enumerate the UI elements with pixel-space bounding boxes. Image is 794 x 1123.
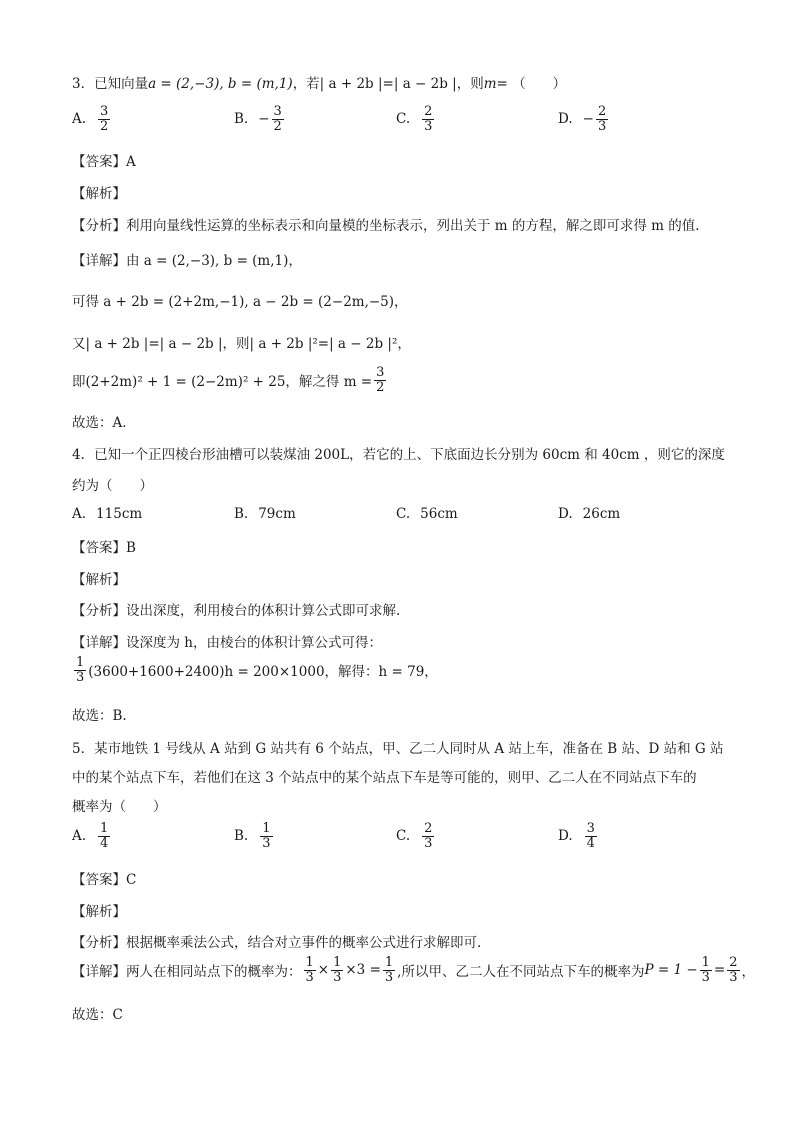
- fenxi-tag: 【分析】: [72, 603, 126, 619]
- detail-tag: 【详解】: [72, 635, 126, 651]
- option-fraction: [596, 105, 608, 133]
- detail-tag: 【详解】: [72, 253, 126, 269]
- numerator: 1: [100, 821, 109, 836]
- option-fraction: [422, 822, 434, 850]
- answer-tag: 【答案】: [72, 154, 126, 170]
- q3-stem: [72, 72, 566, 92]
- numerator: 1: [305, 955, 314, 970]
- denominator: 3: [701, 969, 710, 985]
- fenxi-text: 设出深度，利用棱台的体积计算公式即可求解.: [126, 603, 401, 619]
- denominator: 2: [100, 118, 109, 134]
- denominator: 3: [424, 118, 433, 134]
- q5-stem-text: 中的某个站点下车，若他们在这 3 个站点中的某个站点下车是等可能的，则甲、乙二人在不同站点下车的: [72, 770, 697, 786]
- numerator: 3: [376, 365, 385, 380]
- option-label: C.: [396, 506, 411, 522]
- q4-option-b: [234, 506, 296, 522]
- denominator: 4: [586, 835, 595, 851]
- option-label: A.: [72, 506, 87, 522]
- detail-text: ，: [741, 964, 756, 981]
- conclusion-text: 故选：C: [72, 1007, 123, 1023]
- detail-fraction: [727, 956, 739, 984]
- detail-text: 两人在相同站点下的概率为：: [126, 964, 302, 981]
- q4-detail-2: [72, 656, 438, 684]
- q5-answer: [72, 868, 136, 888]
- q3-stem-pre: 3．已知向量: [72, 76, 149, 92]
- q4-fenxi: [72, 599, 400, 619]
- denominator: 3: [76, 669, 85, 685]
- option-sign: −: [258, 111, 270, 128]
- q5-detail: [72, 956, 755, 984]
- q5-stem-text: 5．某市地铁 1 号线从 A 站到 G 站共有 6 个站点，甲、乙二人同时从 A 站上车，准备在 B 站、D 站和 G 站: [72, 741, 724, 757]
- q5-stem-2: [72, 766, 697, 786]
- conclusion-text: 故选：A.: [72, 415, 127, 431]
- numerator: 2: [424, 821, 433, 836]
- denominator: 3: [597, 118, 607, 134]
- detail-text: 由 a = (2,−3), b = (m,1)，: [126, 253, 302, 269]
- numerator: 1: [333, 955, 342, 970]
- detail-operator: ×: [317, 962, 330, 979]
- option-text: 56cm: [420, 506, 458, 522]
- numerator: 2: [729, 955, 738, 970]
- q4-analysis-heading: [72, 568, 126, 588]
- detail-fraction: [304, 956, 316, 984]
- q3-detail-1: [72, 249, 302, 269]
- numerator: 1: [701, 955, 710, 970]
- q3-stem-condition: ，若| a + 2b |=| a − 2b |，则: [292, 76, 484, 92]
- detail-operator: =: [713, 962, 726, 979]
- answer-tag: 【答案】: [72, 540, 126, 556]
- q3-stem-vectors: a = (2,−3), b = (m,1): [148, 76, 293, 92]
- detail-fraction: [700, 956, 712, 984]
- fenxi-text: 根据概率乘法公式，结合对立事件的概率公式进行求解即可.: [126, 935, 482, 951]
- q4-stem-text: 约为（ ）: [72, 478, 153, 494]
- denominator: 2: [376, 379, 385, 395]
- option-fraction: [98, 105, 110, 133]
- option-label: D.: [558, 111, 573, 128]
- q5-option-a: [72, 822, 112, 850]
- q3-stem-end: = （ ）: [496, 76, 567, 92]
- option-text: 26cm: [582, 506, 621, 522]
- option-fraction: [585, 822, 597, 850]
- q5-analysis-heading: [72, 900, 126, 920]
- q4-stem-2: [72, 474, 153, 494]
- q5-option-b: [234, 822, 275, 850]
- answer-value: A: [126, 154, 136, 170]
- q3-detail-3: [72, 332, 411, 352]
- q3-analysis-heading: [72, 182, 126, 202]
- denominator: 3: [424, 835, 433, 851]
- option-label: B.: [234, 506, 249, 522]
- q4-answer: [72, 536, 136, 556]
- option-label: D.: [558, 828, 573, 845]
- option-label: B.: [234, 111, 249, 128]
- q4-option-d: [558, 506, 620, 522]
- q5-stem-3: [72, 795, 167, 815]
- numerator: 2: [424, 104, 433, 119]
- detail-operator: ×3 =: [345, 962, 381, 979]
- option-text: 115cm: [96, 506, 143, 522]
- answer-value: C: [126, 872, 137, 888]
- option-text: 79cm: [258, 506, 296, 522]
- denominator: 3: [333, 969, 342, 985]
- q4-option-a: [72, 506, 142, 522]
- detail-text: 即(2+2m)² + 1 = (2−2m)² + 25，解之得 m =: [72, 374, 373, 391]
- q5-stem-1: [72, 737, 723, 757]
- option-sign: −: [582, 111, 594, 128]
- q3-option-a: [72, 105, 112, 133]
- fenxi-tag: 【分析】: [72, 218, 126, 234]
- detail-text: 设深度为 h，由棱台的体积计算公式可得：: [126, 635, 382, 651]
- numerator: 1: [384, 955, 394, 970]
- conclusion-text: 故选：B.: [72, 708, 127, 724]
- option-label: A.: [72, 111, 87, 128]
- detail-text: 又| a + 2b |=| a − 2b |，则| a + 2b |²=| a − 2b |²，: [72, 336, 411, 352]
- q3-option-c: [396, 105, 436, 133]
- q5-option-c: [396, 822, 436, 850]
- answer-tag: 【答案】: [72, 872, 126, 888]
- numerator: 1: [76, 655, 85, 670]
- denominator: 4: [100, 835, 109, 851]
- q3-option-b: [234, 105, 286, 133]
- fenxi-text: 利用向量线性运算的坐标表示和向量模的坐标表示，列出关于 m 的方程，解之即可求得 m 的值.: [126, 218, 700, 234]
- detail-tag: 【详解】: [72, 964, 126, 981]
- q4-option-c: [396, 506, 458, 522]
- q5-stem-text: 概率为（ ）: [72, 799, 167, 815]
- option-label: C.: [396, 111, 411, 128]
- denominator: 3: [262, 835, 271, 851]
- numerator: 2: [597, 104, 607, 119]
- denominator: 3: [305, 969, 314, 985]
- q4-detail-1: [72, 631, 382, 651]
- q3-fenxi: [72, 214, 700, 234]
- denominator: 3: [384, 969, 394, 985]
- q3-conclusion: [72, 411, 127, 431]
- numerator: 3: [586, 821, 595, 836]
- option-fraction: [422, 105, 434, 133]
- detail-fraction: [374, 366, 386, 394]
- denominator: 2: [273, 118, 282, 134]
- detail-fraction: [74, 656, 86, 684]
- q3-answer: [72, 150, 136, 170]
- q4-stem-1: [72, 443, 725, 463]
- answer-value: B: [126, 540, 136, 556]
- q5-fenxi: [72, 931, 481, 951]
- option-fraction: [272, 105, 284, 133]
- detail-text: (3600+1600+2400)h = 200×1000，解得：h = 79，: [88, 664, 438, 681]
- q4-stem-text: 4．已知一个正四棱台形油槽可以装煤油 200L，若它的上、下底面边长分别为 60cm 和 40cm ，则它的深度: [72, 447, 725, 463]
- option-label: B.: [234, 828, 249, 845]
- option-label: A.: [72, 828, 87, 845]
- q3-stem-var: m: [483, 76, 497, 92]
- numerator: 1: [262, 821, 271, 836]
- detail-expression: P = 1 −: [644, 962, 698, 979]
- numerator: 3: [100, 104, 109, 119]
- q4-conclusion: [72, 704, 127, 724]
- q5-option-d: [558, 822, 599, 850]
- numerator: 3: [273, 104, 282, 119]
- option-fraction: [260, 822, 272, 850]
- fenxi-tag: 【分析】: [72, 935, 126, 951]
- detail-text: ,所以甲、乙二人在不同站点下车的概率为: [397, 964, 645, 981]
- q5-conclusion: [72, 1003, 123, 1023]
- analysis-tag: 【解析】: [72, 186, 126, 202]
- analysis-tag: 【解析】: [72, 572, 126, 588]
- q3-detail-4: [72, 366, 388, 394]
- detail-fraction: [331, 956, 343, 984]
- q3-option-d: [558, 105, 610, 133]
- detail-text: 可得 a + 2b = (2+2m,−1), a − 2b = (2−2m,−5)，: [72, 294, 408, 310]
- option-label: D.: [558, 506, 573, 522]
- option-fraction: [98, 822, 110, 850]
- q3-detail-2: [72, 290, 408, 310]
- detail-fraction: [383, 956, 395, 984]
- denominator: 3: [729, 969, 738, 985]
- analysis-tag: 【解析】: [72, 904, 126, 920]
- option-label: C.: [396, 828, 411, 845]
